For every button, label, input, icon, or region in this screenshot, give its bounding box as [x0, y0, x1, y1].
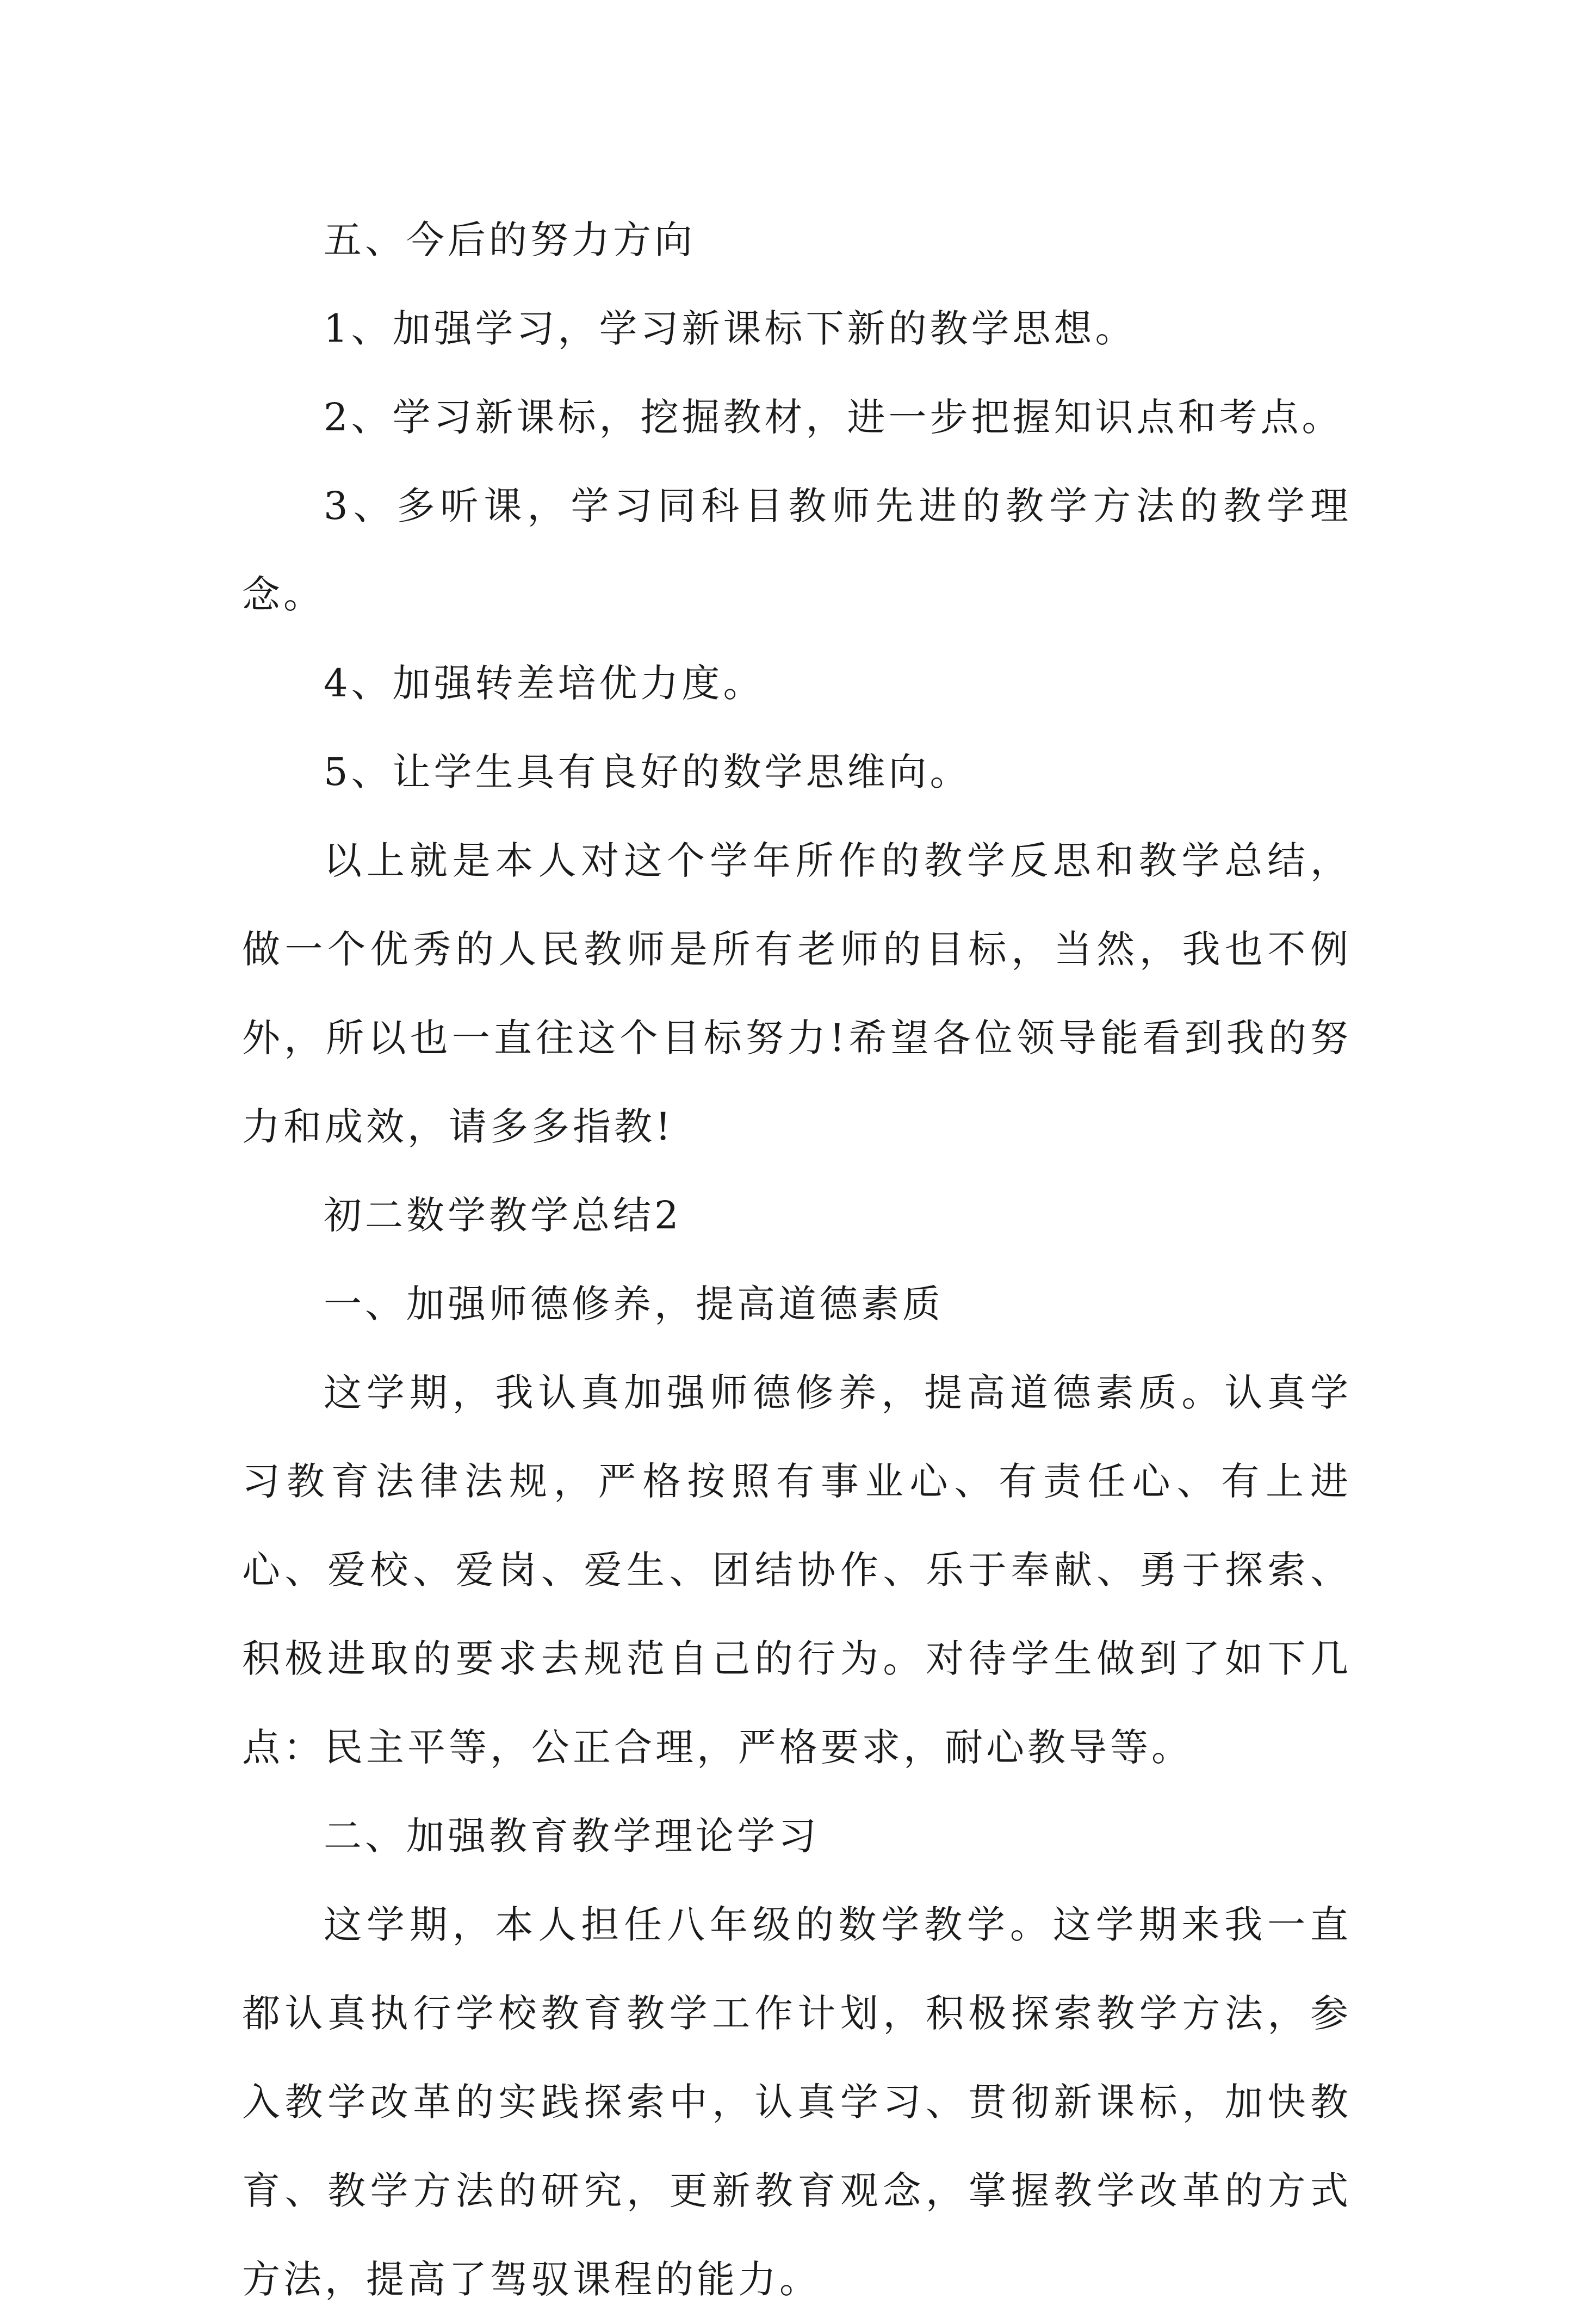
heading-ethics: 一、加强师德修养，提高道德素质	[324, 1282, 944, 1326]
list-item-1: 1、加强学习，学习新课标下新的教学思想。	[324, 306, 1137, 351]
ethics-paragraph: 这学期，我认真加强师德修养，提高道德素质。认真学习教育法律法规，严格按照有事业心、有责任心、有上进心、爱校、爱岗、爱生、团结协作、乐于奉献、勇于探索、积极进取的要求去规范自己的行为。对待学生做到了如下几点：民主平等，公正合理，严格要求，耐心教导等。	[242, 1370, 1352, 1770]
list-item-3: 3、多听课，学习同科目教师先进的教学方法的教学理念。	[242, 484, 1352, 617]
list-item-5: 5、让学生具有良好的数学思维向。	[324, 750, 971, 794]
closing-paragraph: 以上就是本人对这个学年所作的教学反思和教学总结，做一个优秀的人民教师是所有老师的目标，当然，我也不例外，所以也一直往这个目标努力!希望各位领导能看到我的努力和成效，请多多指教!	[242, 838, 1352, 1149]
heading-future-direction: 五、今后的努力方向	[324, 218, 696, 262]
theory-study-paragraph: 这学期，本人担任八年级的数学教学。这学期来我一直都认真执行学校教育教学工作计划，积极探索教学方法，参入教学改革的实践探索中，认真学习、贯彻新课标，加快教育、教学方法的研究，更新教育观念，掌握教学改革的方式方法，提高了驾驭课程的能力。	[242, 1902, 1352, 2302]
document-page	[242, 196, 1352, 2324]
list-item-4: 4、加强转差培优力度。	[324, 661, 765, 706]
list-item-2: 2、学习新课标，挖掘教材，进一步把握知识点和考点。	[324, 395, 1343, 440]
section-title-summary-2: 初二数学教学总结2	[324, 1193, 682, 1238]
heading-theory-study: 二、加强教育教学理论学习	[324, 1814, 820, 1858]
